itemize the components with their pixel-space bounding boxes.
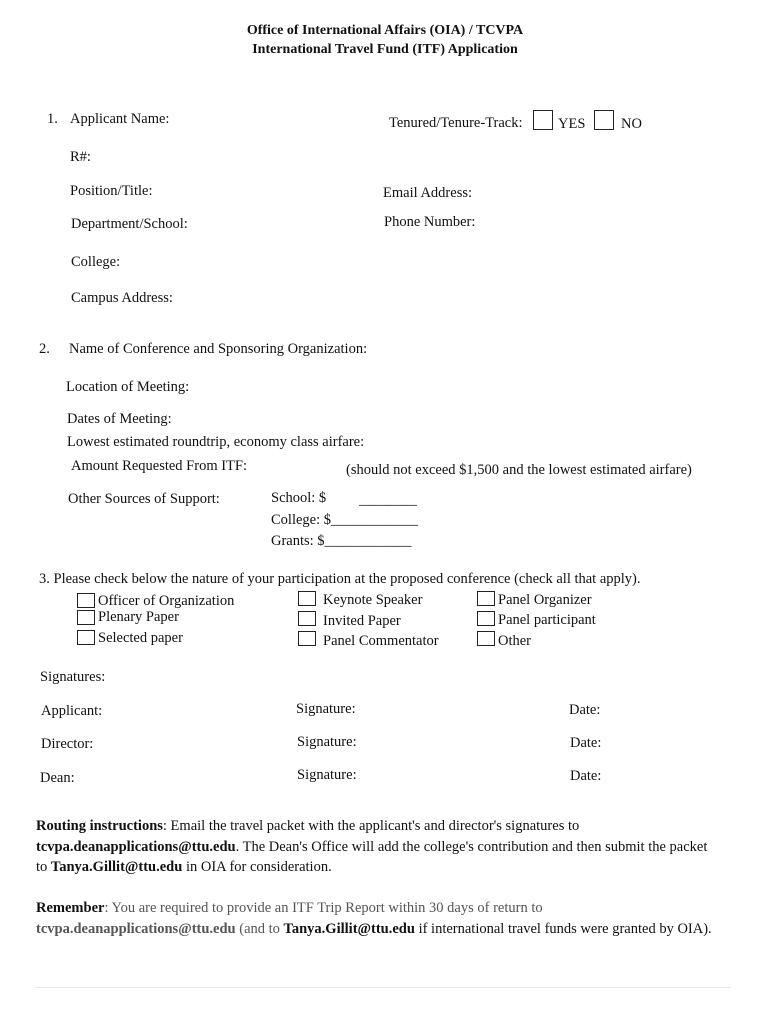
phone-number-label: Phone Number: [384, 214, 476, 230]
dean-date-label: Date: [570, 768, 602, 784]
meeting-location-label: Location of Meeting: [66, 379, 190, 395]
signatures-heading: Signatures: [40, 669, 106, 685]
routing-email-deanapplications[interactable]: tcvpa.deanapplications@ttu.edu [36, 838, 236, 855]
routing-text-2: . The Dean's Office will add the college's contribution and then submit the packet to [36, 838, 708, 875]
selected-paper-label: Selected paper [98, 630, 183, 646]
director-date-label: Date: [570, 735, 602, 751]
applicant-name-label: Applicant Name: [70, 111, 170, 127]
routing-instructions-label: Routing instructions [36, 818, 163, 834]
conference-name-label: Name of Conference and Sponsoring Organization: [69, 341, 368, 357]
airfare-label: Lowest estimated roundtrip, economy class airfare: [67, 434, 365, 450]
routing-email-tanya[interactable]: Tanya.Gillit@ttu.edu [50, 859, 183, 875]
invited-paper-label: Invited Paper [323, 613, 401, 629]
section2-number: 2. [39, 341, 50, 357]
tenured-no-checkbox[interactable] [594, 110, 614, 130]
school-support-label: School: $ [271, 490, 327, 506]
panel-commentator-label: Panel Commentator [323, 633, 439, 649]
remember-email-deanapplications[interactable]: tcvpa.deanapplications@ttu.edu [36, 920, 236, 937]
panel-participant-label: Panel participant [498, 612, 596, 628]
applicant-signature-label: Signature: [296, 701, 356, 717]
selected-paper-checkbox[interactable] [77, 630, 95, 645]
dean-role-label: Dean: [40, 770, 75, 786]
keynote-speaker-label: Keynote Speaker [323, 592, 423, 608]
tenured-no-label: NO [621, 116, 642, 132]
keynote-speaker-checkbox[interactable] [298, 591, 316, 606]
plenary-paper-checkbox[interactable] [77, 610, 95, 625]
dean-signature-label: Signature: [297, 767, 357, 783]
panel-participant-checkbox[interactable] [477, 611, 495, 626]
applicant-role-label: Applicant: [41, 703, 103, 719]
footer-divider [36, 987, 731, 988]
grants-support-label: Grants: $____________ [271, 533, 412, 549]
tenured-yes-label: YES [558, 116, 586, 132]
position-title-label: Position/Title: [70, 183, 153, 199]
director-signature-label: Signature: [297, 734, 357, 750]
other-participation-checkbox[interactable] [477, 631, 495, 646]
form-title-line1: Office of International Affairs (OIA) / TCVPA [246, 23, 524, 38]
routing-text-1: : Email the travel packet with the applicant's and director's signatures to [162, 818, 580, 834]
r-number-label: R#: [70, 149, 91, 165]
panel-commentator-checkbox[interactable] [298, 631, 316, 646]
college-support-label: College: $____________ [271, 512, 419, 528]
tenured-label: Tenured/Tenure-Track: [389, 115, 523, 131]
director-role-label: Director: [41, 736, 94, 752]
routing-instructions [36, 816, 716, 878]
other-participation-label: Other [498, 633, 532, 649]
amount-requested-label: Amount Requested From ITF: [71, 458, 248, 474]
remember-note [36, 898, 716, 939]
amount-limit-note: (should not exceed $1,500 and the lowest estimated airfare) [346, 462, 692, 478]
plenary-paper-label: Plenary Paper [98, 609, 179, 625]
form-title-line2: International Travel Fund (ITF) Application [252, 42, 518, 57]
email-address-label: Email Address: [383, 185, 473, 201]
remember-label: Remember [36, 900, 105, 916]
officer-of-organization-checkbox[interactable] [77, 593, 95, 608]
panel-organizer-label: Panel Organizer [498, 592, 592, 608]
applicant-date-label: Date: [569, 702, 601, 718]
college-label: College: [71, 254, 121, 270]
remember-text-3: if international travel funds were granted by OIA). [414, 920, 712, 937]
invited-paper-checkbox[interactable] [298, 611, 316, 626]
other-sources-label: Other Sources of Support: [68, 491, 220, 507]
panel-organizer-checkbox[interactable] [477, 591, 495, 606]
officer-of-organization-label: Officer of Organization [98, 593, 235, 609]
section1-number: 1. [47, 111, 58, 127]
routing-text-3: in OIA for consideration. [182, 859, 332, 875]
participation-intro: 3. Please check below the nature of your participation at the proposed conference (check all that apply). [39, 571, 641, 587]
remember-text-1: : You are required to provide an ITF Trip Report within 30 days of return to [104, 900, 543, 916]
meeting-dates-label: Dates of Meeting: [67, 411, 172, 427]
tenured-yes-checkbox[interactable] [533, 110, 553, 130]
department-school-label: Department/School: [71, 216, 188, 232]
campus-address-label: Campus Address: [71, 290, 173, 306]
remember-email-tanya[interactable]: Tanya.Gillit@ttu.edu [283, 920, 415, 937]
school-support-blank[interactable]: ________ [359, 492, 417, 508]
remember-text-2: (and to [235, 920, 284, 937]
